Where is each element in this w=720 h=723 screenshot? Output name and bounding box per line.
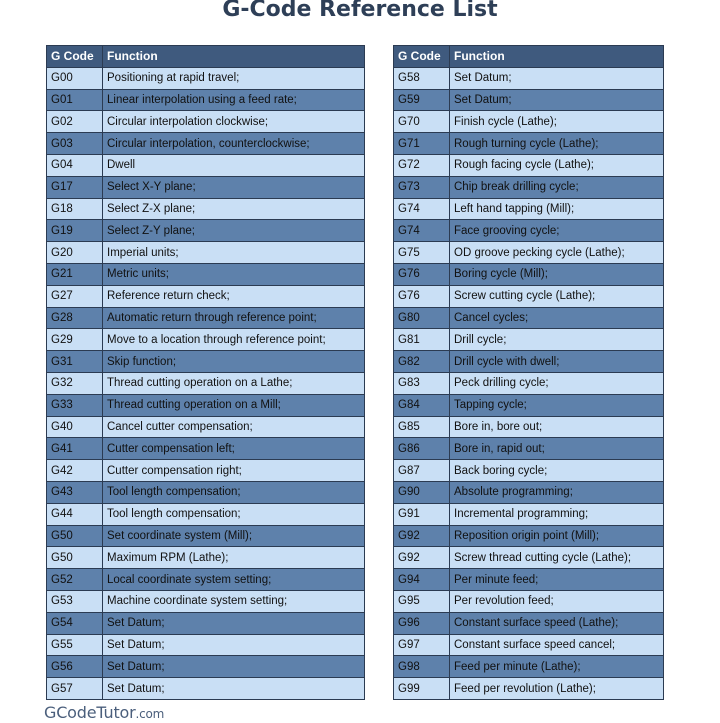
function-cell: Face grooving cycle;	[450, 220, 664, 242]
function-cell: Dwell	[103, 154, 365, 176]
gcode-cell: G83	[394, 372, 450, 394]
gcode-cell: G18	[47, 198, 103, 220]
function-cell: OD groove pecking cycle (Lathe);	[450, 242, 664, 264]
gcode-cell: G95	[394, 590, 450, 612]
table-row	[394, 438, 664, 460]
column-header-function: Function	[450, 46, 664, 68]
function-cell: Feed per revolution (Lathe);	[450, 678, 664, 700]
gcode-cell: G91	[394, 503, 450, 525]
table-row	[47, 154, 365, 176]
table-row	[394, 263, 664, 285]
function-cell: Bore in, rapid out;	[450, 438, 664, 460]
table-row	[394, 481, 664, 503]
gcode-cell: G76	[394, 263, 450, 285]
table-row	[47, 656, 365, 678]
function-cell: Maximum RPM (Lathe);	[103, 547, 365, 569]
function-cell: Constant surface speed cancel;	[450, 634, 664, 656]
function-cell: Linear interpolation using a feed rate;	[103, 89, 365, 111]
function-cell: Screw cutting cycle (Lathe);	[450, 285, 664, 307]
table-row	[394, 372, 664, 394]
gcode-cell: G32	[47, 372, 103, 394]
gcode-cell: G52	[47, 569, 103, 591]
table-row	[47, 242, 365, 264]
gcode-cell: G71	[394, 133, 450, 155]
function-cell: Skip function;	[103, 351, 365, 373]
table-row	[47, 220, 365, 242]
table-row	[47, 307, 365, 329]
gcode-cell: G00	[47, 67, 103, 89]
function-cell: Set Datum;	[103, 656, 365, 678]
table-row	[394, 351, 664, 373]
function-cell: Positioning at rapid travel;	[103, 67, 365, 89]
function-cell: Cutter compensation right;	[103, 460, 365, 482]
gcode-cell: G59	[394, 89, 450, 111]
gcode-cell: G03	[47, 133, 103, 155]
table-row	[394, 678, 664, 700]
table-row	[394, 656, 664, 678]
function-cell: Circular interpolation, counterclockwise;	[103, 133, 365, 155]
gcode-cell: G56	[47, 656, 103, 678]
function-cell: Tool length compensation;	[103, 503, 365, 525]
gcode-cell: G43	[47, 481, 103, 503]
function-cell: Peck drilling cycle;	[450, 372, 664, 394]
gcode-table-right	[393, 45, 664, 700]
table-row	[394, 612, 664, 634]
gcode-cell: G50	[47, 525, 103, 547]
table-row	[47, 89, 365, 111]
gcode-cell: G86	[394, 438, 450, 460]
function-cell: Cancel cycles;	[450, 307, 664, 329]
table-row	[394, 220, 664, 242]
function-cell: Constant surface speed (Lathe);	[450, 612, 664, 634]
gcode-cell: G01	[47, 89, 103, 111]
table-row	[47, 329, 365, 351]
gcode-cell: G21	[47, 263, 103, 285]
function-cell: Select Z-Y plane;	[103, 220, 365, 242]
table-row	[47, 634, 365, 656]
table-row	[47, 394, 365, 416]
gcode-cell: G72	[394, 154, 450, 176]
gcode-cell: G41	[47, 438, 103, 460]
gcode-cell: G75	[394, 242, 450, 264]
gcode-cell: G90	[394, 481, 450, 503]
gcode-cell: G29	[47, 329, 103, 351]
gcode-cell: G17	[47, 176, 103, 198]
gcode-table-left	[46, 45, 365, 700]
table-row	[394, 198, 664, 220]
gcode-cell: G98	[394, 656, 450, 678]
table-row	[47, 416, 365, 438]
gcode-cell: G19	[47, 220, 103, 242]
gcode-cell: G97	[394, 634, 450, 656]
table-row	[394, 460, 664, 482]
logo-name: GCodeTutor	[44, 703, 136, 722]
function-cell: Move to a location through reference point;	[103, 329, 365, 351]
function-cell: Set Datum;	[450, 89, 664, 111]
gcode-cell: G27	[47, 285, 103, 307]
gcode-cell: G02	[47, 111, 103, 133]
table-row	[47, 263, 365, 285]
function-cell: Set Datum;	[103, 612, 365, 634]
table-row	[394, 394, 664, 416]
gcode-cell: G76	[394, 285, 450, 307]
column-header-gcode: G Code	[47, 46, 103, 68]
gcode-cell: G94	[394, 569, 450, 591]
function-cell: Chip break drilling cycle;	[450, 176, 664, 198]
function-cell: Drill cycle with dwell;	[450, 351, 664, 373]
gcode-cell: G57	[47, 678, 103, 700]
function-cell: Set Datum;	[450, 67, 664, 89]
table-row	[47, 460, 365, 482]
table-row	[394, 89, 664, 111]
table-row	[394, 285, 664, 307]
gcode-cell: G44	[47, 503, 103, 525]
gcode-cell: G33	[47, 394, 103, 416]
page-title: G-Code Reference List	[222, 0, 498, 22]
gcode-cell: G04	[47, 154, 103, 176]
gcode-cell: G99	[394, 678, 450, 700]
gcode-cell: G54	[47, 612, 103, 634]
function-cell: Machine coordinate system setting;	[103, 590, 365, 612]
function-cell: Select Z-X plane;	[103, 198, 365, 220]
function-cell: Metric units;	[103, 263, 365, 285]
gcode-cell: G84	[394, 394, 450, 416]
table-row	[47, 111, 365, 133]
function-cell: Boring cycle (Mill);	[450, 263, 664, 285]
function-cell: Absolute programming;	[450, 481, 664, 503]
table-row	[394, 569, 664, 591]
table-row	[47, 547, 365, 569]
table-row	[394, 67, 664, 89]
gcode-cell: G42	[47, 460, 103, 482]
gcode-cell: G58	[394, 67, 450, 89]
gcode-cell: G55	[47, 634, 103, 656]
function-cell: Circular interpolation clockwise;	[103, 111, 365, 133]
gcode-cell: G20	[47, 242, 103, 264]
table-row	[47, 438, 365, 460]
table-row	[394, 590, 664, 612]
gcode-cell: G70	[394, 111, 450, 133]
function-cell: Rough turning cycle (Lathe);	[450, 133, 664, 155]
function-cell: Back boring cycle;	[450, 460, 664, 482]
table-row	[47, 67, 365, 89]
function-cell: Local coordinate system setting;	[103, 569, 365, 591]
function-cell: Set Datum;	[103, 634, 365, 656]
function-cell: Thread cutting operation on a Mill;	[103, 394, 365, 416]
function-cell: Tapping cycle;	[450, 394, 664, 416]
table-row	[394, 503, 664, 525]
table-row	[394, 525, 664, 547]
function-cell: Set Datum;	[103, 678, 365, 700]
table-row	[394, 416, 664, 438]
column-header-gcode: G Code	[394, 46, 450, 68]
table-header-row	[394, 46, 664, 68]
function-cell: Incremental programming;	[450, 503, 664, 525]
function-cell: Per revolution feed;	[450, 590, 664, 612]
table-row	[394, 329, 664, 351]
gcode-cell: G74	[394, 220, 450, 242]
function-cell: Automatic return through reference point;	[103, 307, 365, 329]
table-row	[47, 285, 365, 307]
function-cell: Drill cycle;	[450, 329, 664, 351]
gcode-cell: G50	[47, 547, 103, 569]
function-cell: Rough facing cycle (Lathe);	[450, 154, 664, 176]
function-cell: Bore in, bore out;	[450, 416, 664, 438]
function-cell: Feed per minute (Lathe);	[450, 656, 664, 678]
table-row	[47, 198, 365, 220]
gcode-cell: G31	[47, 351, 103, 373]
column-header-function: Function	[103, 46, 365, 68]
gcode-cell: G82	[394, 351, 450, 373]
table-row	[394, 133, 664, 155]
table-row	[394, 111, 664, 133]
function-cell: Select X-Y plane;	[103, 176, 365, 198]
table-row	[47, 525, 365, 547]
function-cell: Set coordinate system (Mill);	[103, 525, 365, 547]
table-row	[47, 351, 365, 373]
gcode-cell: G92	[394, 525, 450, 547]
gcode-cell: G80	[394, 307, 450, 329]
table-row	[47, 503, 365, 525]
table-row	[47, 678, 365, 700]
gcode-cell: G73	[394, 176, 450, 198]
table-row	[394, 176, 664, 198]
gcode-cell: G53	[47, 590, 103, 612]
function-cell: Thread cutting operation on a Lathe;	[103, 372, 365, 394]
table-row	[47, 372, 365, 394]
gcode-cell: G85	[394, 416, 450, 438]
gcode-cell: G74	[394, 198, 450, 220]
function-cell: Reference return check;	[103, 285, 365, 307]
table-row	[47, 569, 365, 591]
function-cell: Per minute feed;	[450, 569, 664, 591]
gcode-cell: G92	[394, 547, 450, 569]
gcodetutor-logo	[44, 704, 164, 723]
table-row	[394, 634, 664, 656]
table-row	[47, 590, 365, 612]
gcode-cell: G81	[394, 329, 450, 351]
function-cell: Reposition origin point (Mill);	[450, 525, 664, 547]
function-cell: Finish cycle (Lathe);	[450, 111, 664, 133]
table-row	[394, 547, 664, 569]
gcode-cell: G40	[47, 416, 103, 438]
function-cell: Cutter compensation left;	[103, 438, 365, 460]
table-row	[394, 307, 664, 329]
table-header-row	[47, 46, 365, 68]
table-row	[394, 242, 664, 264]
gcode-cell: G28	[47, 307, 103, 329]
gcode-cell: G87	[394, 460, 450, 482]
table-row	[47, 612, 365, 634]
function-cell: Imperial units;	[103, 242, 365, 264]
function-cell: Screw thread cutting cycle (Lathe);	[450, 547, 664, 569]
table-row	[394, 154, 664, 176]
logo-domain: .com	[135, 707, 165, 721]
function-cell: Tool length compensation;	[103, 481, 365, 503]
table-row	[47, 133, 365, 155]
function-cell: Left hand tapping (Mill);	[450, 198, 664, 220]
gcode-cell: G96	[394, 612, 450, 634]
table-row	[47, 481, 365, 503]
table-row	[47, 176, 365, 198]
function-cell: Cancel cutter compensation;	[103, 416, 365, 438]
